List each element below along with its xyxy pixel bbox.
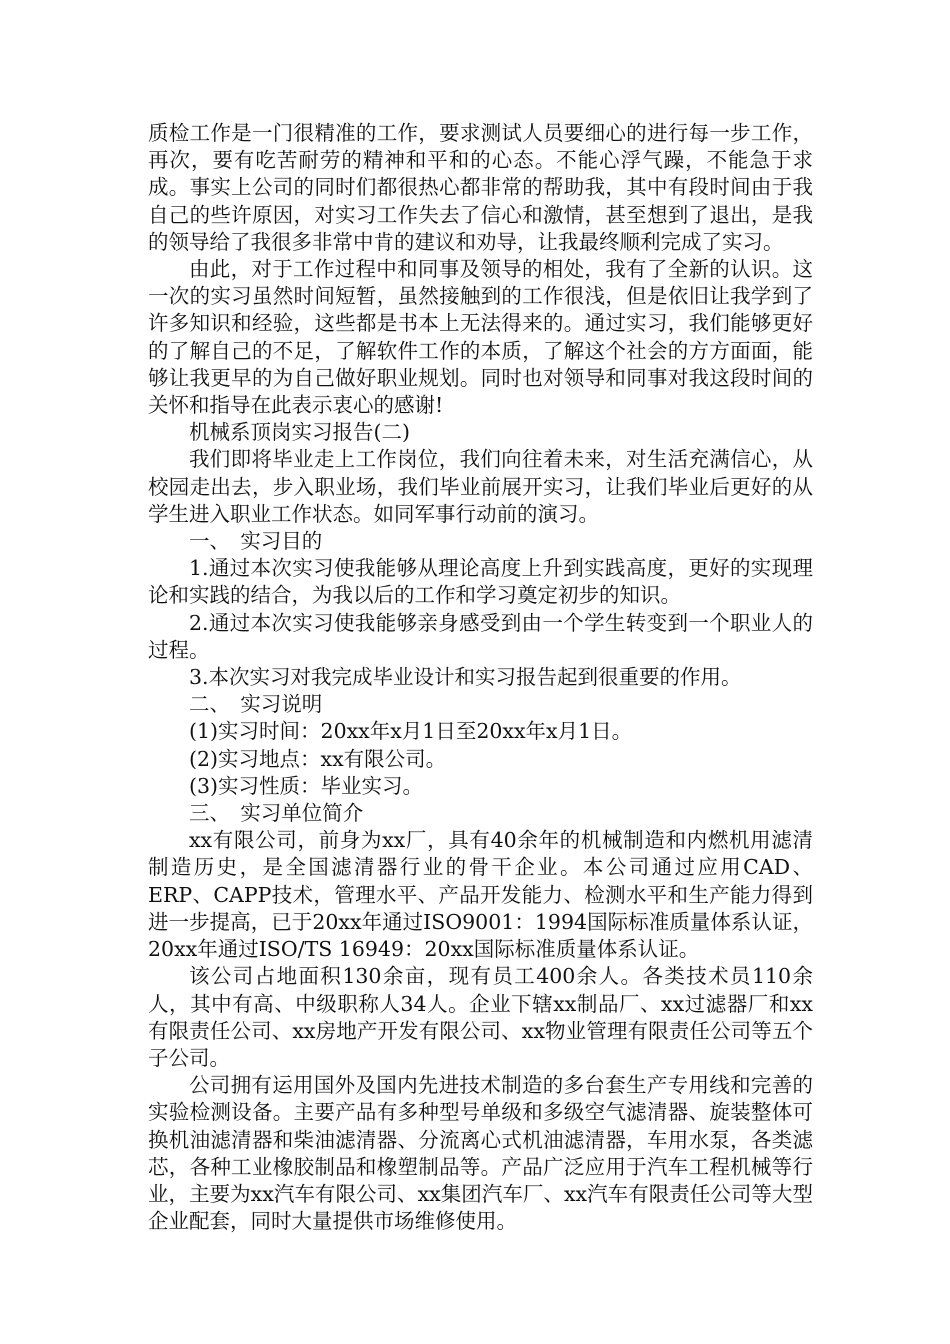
list-item: 1.通过本次实习使我能够从理论高度上升到实践高度，更好的实现理论和实践的结合，为我以后的工作和学习奠定初步的知识。 bbox=[148, 556, 813, 608]
list-item: (2)实习地点：xx有限公司。 bbox=[189, 746, 447, 771]
list-item: 2.通过本次实习使我能够亲身感受到由一个学生转变到一个职业人的过程。 bbox=[148, 610, 813, 662]
list-item: (1)实习时间：20xx年x月1日至20xx年x月1日。 bbox=[189, 719, 633, 744]
section-heading: 二、 实习说明 bbox=[189, 692, 323, 717]
section-heading: 三、 实习单位简介 bbox=[189, 801, 364, 826]
paragraph: 公司拥有运用国外及国内先进技术制造的多台套生产专用线和完善的实验检测设备。主要产品有多种型号单级和多级空气滤清器、旋装整体可换机油滤清器和柴油滤清器、分流离心式机油滤清器，车用水泵，各类滤芯，各种工业橡胶制品和橡塑制品等。产品广泛应用于汽车工程机械等行业，主要为xx汽车有限公司、xx集团汽车厂、xx汽车有限责任公司等大型企业配套，同时大量提供市场维修使用。 bbox=[148, 1073, 813, 1234]
paragraph: 该公司占地面积130余亩，现有员工400余人。各类技术员110余人，其中有高、中级职称人34人。企业下辖xx制品厂、xx过滤器厂和xx有限责任公司、xx房地产开发有限公司、xx物业管理有限责任公司等五个子公司。 bbox=[148, 964, 813, 1070]
paragraph: 由此，对于工作过程中和同事及领导的相处，我有了全新的认识。这一次的实习虽然时间短暂，虽然接触到的工作很浅，但是依旧让我学到了许多知识和经验，这些都是书本上无法得来的。通过实习，我们能够更好的了解自己的不足，了解软件工作的本质，了解这个社会的方方面面，能够让我更早的为自己做好职业规划。同时也对领导和同事对我这段时间的关怀和指导在此表示衷心的感谢! bbox=[148, 257, 813, 418]
report-subtitle: 机械系顶岗实习报告(二) bbox=[189, 420, 410, 445]
section-heading: 一、 实习目的 bbox=[189, 529, 323, 554]
list-item: (3)实习性质：毕业实习。 bbox=[189, 773, 424, 798]
paragraph: 我们即将毕业走上工作岗位，我们向往着未来，对生活充满信心，从校园走出去，步入职业场，我们毕业前展开实习，让我们毕业后更好的从学生进入职业工作状态。如同军事行动前的演习。 bbox=[148, 447, 813, 526]
paragraph: xx有限公司，前身为xx厂，具有40余年的机械制造和内燃机用滤清制造历史，是全国滤清器行业的骨干企业。本公司通过应用CAD、ERP、CAPP技术，管理水平、产品开发能力、检测水平和生产能力得到进一步提高，已于20xx年通过ISO9001：1994国际标准质量体系认证，20xx年通过ISO/TS 16949：20xx国际标准质量体系认证。 bbox=[148, 828, 813, 962]
document-body bbox=[148, 120, 813, 1235]
paragraph: 质检工作是一门很精准的工作，要求测试人员要细心的进行每一步工作，再次，要有吃苦耐劳的精神和平和的心态。不能心浮气躁，不能急于求成。事实上公司的同时们都很热心都非常的帮助我，其中有段时间由于我自己的些许原因，对实习工作失去了信心和激情，甚至想到了退出，是我的领导给了我很多非常中肯的建议和劝导，让我最终顺利完成了实习。 bbox=[148, 121, 813, 254]
list-item: 3.本次实习对我完成毕业设计和实习报告起到很重要的作用。 bbox=[189, 665, 742, 690]
